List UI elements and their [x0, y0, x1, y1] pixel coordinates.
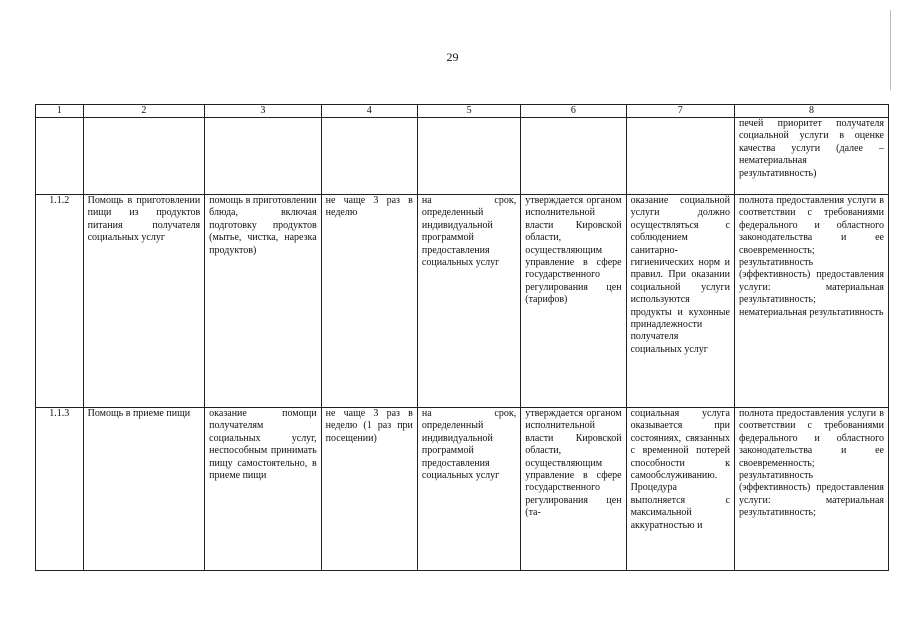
column-number: 8: [734, 105, 888, 118]
service-indicators: полнота предоставления услуги в соответствии с требованиями федерального и областного законодательства и ее своевременность; результативность (эффективность) предоставления услуги: материальная результативность;: [734, 408, 888, 571]
column-number: 3: [205, 105, 322, 118]
column-number: 2: [83, 105, 205, 118]
column-number-row: [36, 105, 889, 118]
service-indicators: печей приоритет получателя социальной услуги в оценке качества услуги (далее – нематериальная результативность): [734, 118, 888, 195]
row-number: 1.1.3: [36, 408, 84, 571]
service-frequency: не чаще 3 раз в неделю (1 раз при посещении): [321, 408, 417, 571]
service-name: [83, 118, 205, 195]
service-content: помощь в приготовлении блюда, включая подготовку продуктов (мытье, чистка, нарезка продуктов): [205, 195, 322, 408]
service-term: [417, 118, 520, 195]
service-conditions: социальная услуга оказывается при состояниях, связанных с временной потерей способности к самообслуживанию. Процедура выполняется с максимальной аккуратностью и: [626, 408, 734, 571]
service-frequency: не чаще 3 раз в неделю: [321, 195, 417, 408]
service-indicators: полнота предоставления услуги в соответствии с требованиями федерального и областного законодательства и ее своевременность; результативность (эффективность) предоставления услуги: материальная результативность; нематериальная результативность: [734, 195, 888, 408]
service-cost: утверждается органом исполнительной власти Кировской области, осуществляющим управление в сфере государственного регулирования цен (тарифов): [521, 195, 626, 408]
table-row: [36, 408, 889, 571]
service-frequency: [321, 118, 417, 195]
service-content: [205, 118, 322, 195]
row-number: [36, 118, 84, 195]
column-number: 1: [36, 105, 84, 118]
service-cost: утверждается органом исполнительной власти Кировской области, осуществляющим управление в сфере государственного регулирования цен (та-: [521, 408, 626, 571]
services-table: [35, 104, 889, 571]
page-number: 29: [446, 50, 459, 64]
row-number: 1.1.2: [36, 195, 84, 408]
column-number: 6: [521, 105, 626, 118]
service-term: на срок, определенный индивидуальной программой предоставления социальных услуг: [417, 195, 520, 408]
column-number: 5: [417, 105, 520, 118]
table-row: [36, 195, 889, 408]
table-row: [36, 118, 889, 195]
service-conditions: оказание социальной услуги должно осуществляться с соблюдением санитарно-гигиенических норм и правил. При оказании социальной услуги используются продукты и кухонные принадлежности получателя социальных услуг: [626, 195, 734, 408]
margin-line: [890, 10, 891, 90]
service-content: оказание помощи получателям социальных услуг, неспособным принимать пищу самостоятельно, в приеме пищи: [205, 408, 322, 571]
service-cost: [521, 118, 626, 195]
service-term: на срок, определенный индивидуальной программой предоставления социальных услуг: [417, 408, 520, 571]
column-number: 7: [626, 105, 734, 118]
service-conditions: [626, 118, 734, 195]
service-name: Помощь в приеме пищи: [83, 408, 205, 571]
column-number: 4: [321, 105, 417, 118]
service-name: Помощь в приготовлении пищи из продуктов питания получателя социальных услуг: [83, 195, 205, 408]
